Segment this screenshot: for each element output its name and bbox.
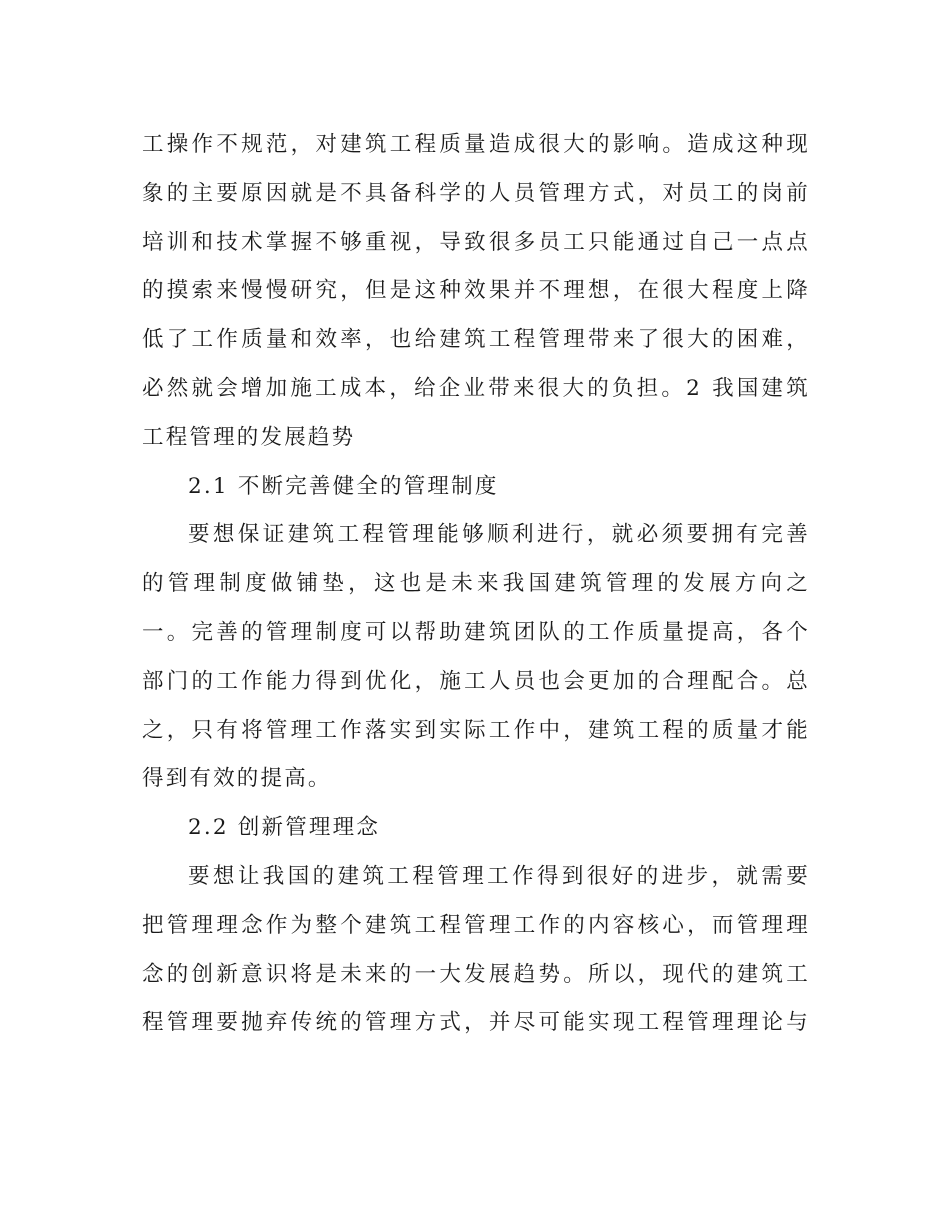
body-line: 低了工作质量和效率，也给建筑工程管理带来了很大的困难， <box>142 327 810 353</box>
section-heading: 2.2 创新管理理念 <box>188 815 381 841</box>
body-line: 工操作不规范，对建筑工程质量造成很大的影响。造成这种现 <box>142 132 810 157</box>
body-line: 一。完善的管理制度可以帮助建筑团队的工作质量提高，各个 <box>142 619 810 645</box>
body-line: 程管理要抛弃传统的管理方式，并尽可能实现工程管理理论与 <box>142 1010 810 1036</box>
body-line: 得到有效的提高。 <box>142 766 332 792</box>
body-line: 培训和技术掌握不够重视，导致很多员工只能通过自己一点点 <box>142 229 810 255</box>
body-line: 要想保证建筑工程管理能够顺利进行，就必须要拥有完善 <box>188 522 810 548</box>
body-line: 象的主要原因就是不具备科学的人员管理方式，对员工的岗前 <box>142 180 810 206</box>
body-line: 必然就会增加施工成本，给企业带来很大的负担。2 我国建筑 <box>142 375 810 401</box>
body-line: 的摸索来慢慢研究，但是这种效果并不理想，在很大程度上降 <box>142 278 810 304</box>
body-line: 之，只有将管理工作落实到实际工作中，建筑工程的质量才能 <box>142 717 810 743</box>
body-line: 把管理理念作为整个建筑工程管理工作的内容核心，而管理理 <box>142 912 810 938</box>
body-line: 的管理制度做铺垫，这也是未来我国建筑管理的发展方向之 <box>142 571 810 597</box>
body-line: 部门的工作能力得到优化，施工人员也会更加的合理配合。总 <box>142 668 810 694</box>
body-line: 念的创新意识将是未来的一大发展趋势。所以，现代的建筑工 <box>142 961 810 987</box>
body-line: 工程管理的发展趋势 <box>142 424 356 450</box>
body-line: 要想让我国的建筑工程管理工作得到很好的进步，就需要 <box>188 863 810 889</box>
section-heading: 2.1 不断完善健全的管理制度 <box>188 473 499 499</box>
document-body <box>142 121 810 1048</box>
